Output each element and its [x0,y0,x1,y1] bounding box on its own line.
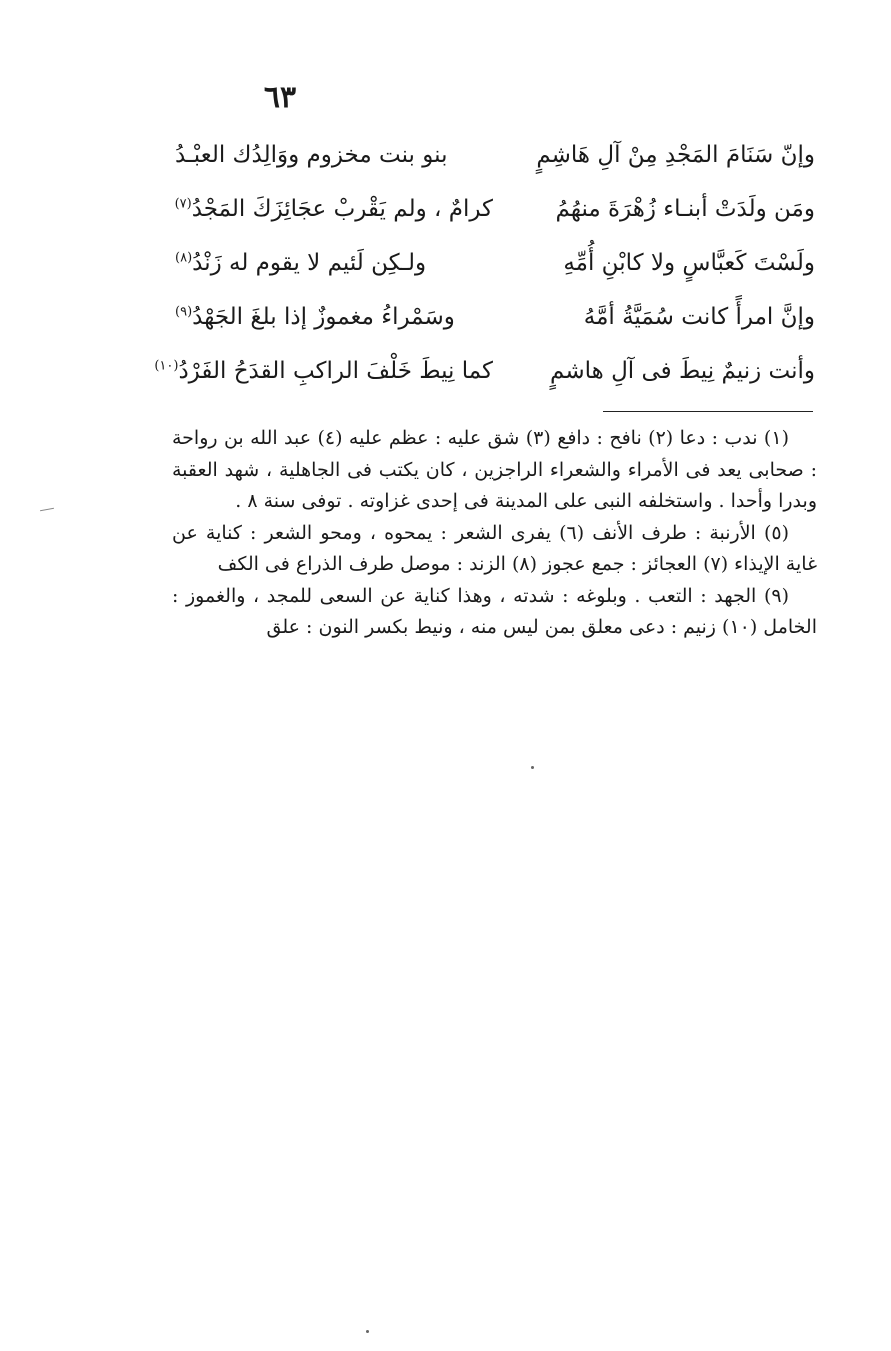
verse [175,128,815,182]
speck-mark [366,1330,369,1333]
verse-first-hemistich: وإنَّ امرأً كانت سُمَيَّةُ أمَّهُ [583,304,815,330]
verse [154,344,815,398]
verse-second-hemistich [175,297,493,337]
poem [154,128,815,398]
verse-first-hemistich: ومَن ولَدَتْ أبنـاء زُهْرَةَ منهُمُ [555,196,815,222]
verse-second-text: كما نِيطَ خَلْفَ الراكبِ القدَحُ الفَرْدُ [178,358,493,384]
margin-mark [40,508,54,511]
verse-second-hemistich [175,135,493,175]
footnote-reference: (١٠) [154,358,179,374]
verse-second-text: وسَمْراءُ مغموزٌ إذا بلغَ الجَهْدُ [192,304,455,330]
footnote-reference: (٨) [175,250,193,266]
verse-second-text: كرامٌ ، ولم يَقْربْ عجَائِزَكَ المَجْدُ [191,196,493,222]
page-number: ٦٣ [263,80,297,115]
verse [175,290,815,344]
verse-first-hemistich: ولَسْتَ كَعبَّاسٍ ولا كابْنِ أُمِّهِ [563,250,815,276]
verse [175,236,815,290]
verse [175,182,815,236]
verse-second-hemistich [175,243,493,283]
verse-second-hemistich [175,189,493,229]
footnote-paragraph: (١) ندب : دعا (٢) نافح : دافع (٣) شق عليه : عظم عليه (٤) عبد الله بن رواحة : صحابى يعد فى الأمراء والشعراء الراجزين ، كان يكتب فى الجاهلية ، شهد العقبة وبدرا وأحدا . واستخلفه النبى على المدينة فى إحدى غزاوته . توفى سنة ٨ . [172,427,817,512]
verse-second-hemistich [154,351,493,391]
footnote-reference: (٩) [175,304,193,320]
verse-first-hemistich: وإنّ سَنَامَ المَجْدِ مِنْ آلِ هَاشِمٍ [536,142,815,168]
footnote-paragraph: (٩) الجهد : التعب . وبلوغه : شدته ، وهذا كناية عن السعى للمجد ، والغموز : الخامل (١٠) زنيم : دعى معلق بمن ليس منه ، ونيط بكسر النون : علق [172,584,817,638]
verse-second-text: بنو بنت مخزوم ووَالِدُك العبْـدُ [175,142,448,168]
footnotes [172,423,817,644]
verse-first-hemistich: وأنت زنيمٌ نِيطَ فى آلِ هاشمٍ [550,358,815,384]
speck-mark [531,766,534,769]
verse-second-text: ولـكِن لَئيم لا يقوم له زَنْدُ [192,250,427,276]
footnote-paragraph: (٥) الأرنبة : طرف الأنف (٦) يفرى الشعر : يمحوه ، ومحو الشعر : كناية عن غاية الإيذاء (٧) العجائز : جمع عجوز (٨) الزند : موصل طرف الذراع فى الكف [172,521,817,575]
footnote-reference: (٧) [174,196,192,212]
footnote-divider [603,411,813,412]
